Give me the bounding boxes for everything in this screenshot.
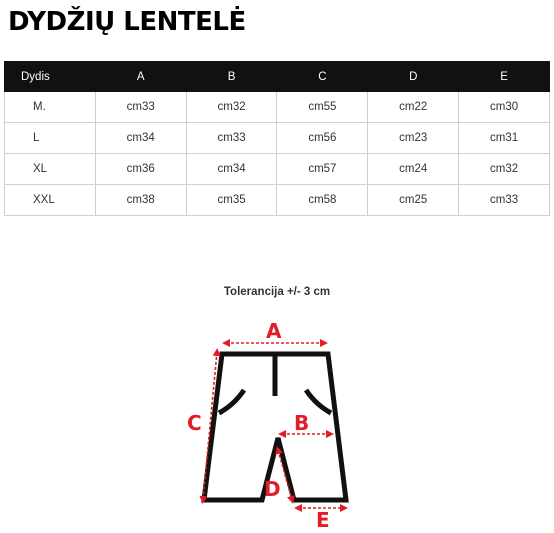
header-a: A <box>95 62 186 92</box>
label-b: B <box>294 411 310 435</box>
value-cell: cm32 <box>186 92 277 123</box>
value-cell: cm31 <box>459 123 550 154</box>
value-cell: cm25 <box>368 185 459 216</box>
size-table <box>4 61 550 216</box>
label-a: A <box>266 319 282 343</box>
header-e: E <box>459 62 550 92</box>
value-cell: cm57 <box>277 154 368 185</box>
tolerance-note: Tolerancija +/- 3 cm <box>223 286 331 298</box>
value-cell: cm22 <box>368 92 459 123</box>
page-title: DYDŽIŲ LENTELĖ <box>8 7 246 37</box>
size-cell: XXL <box>5 185 96 216</box>
header-dydis: Dydis <box>5 62 96 92</box>
size-cell: XL <box>5 154 96 185</box>
label-c: C <box>187 411 202 435</box>
header-c: C <box>277 62 368 92</box>
header-b: B <box>186 62 277 92</box>
value-cell: cm32 <box>459 154 550 185</box>
value-cell: cm24 <box>368 154 459 185</box>
value-cell: cm33 <box>186 123 277 154</box>
value-cell: cm56 <box>277 123 368 154</box>
size-cell: M. <box>5 92 96 123</box>
table-row <box>5 185 550 216</box>
value-cell: cm35 <box>186 185 277 216</box>
value-cell: cm55 <box>277 92 368 123</box>
value-cell: cm34 <box>186 154 277 185</box>
header-d: D <box>368 62 459 92</box>
label-e: E <box>316 508 330 530</box>
table-header-row <box>5 62 550 92</box>
value-cell: cm38 <box>95 185 186 216</box>
value-cell: cm58 <box>277 185 368 216</box>
value-cell: cm33 <box>459 185 550 216</box>
value-cell: cm34 <box>95 123 186 154</box>
label-d: D <box>264 477 281 501</box>
value-cell: cm30 <box>459 92 550 123</box>
value-cell: cm33 <box>95 92 186 123</box>
value-cell: cm23 <box>368 123 459 154</box>
table-row <box>5 123 550 154</box>
shorts-diagram <box>180 310 380 530</box>
size-cell: L <box>5 123 96 154</box>
value-cell: cm36 <box>95 154 186 185</box>
table-row <box>5 154 550 185</box>
table-row <box>5 92 550 123</box>
